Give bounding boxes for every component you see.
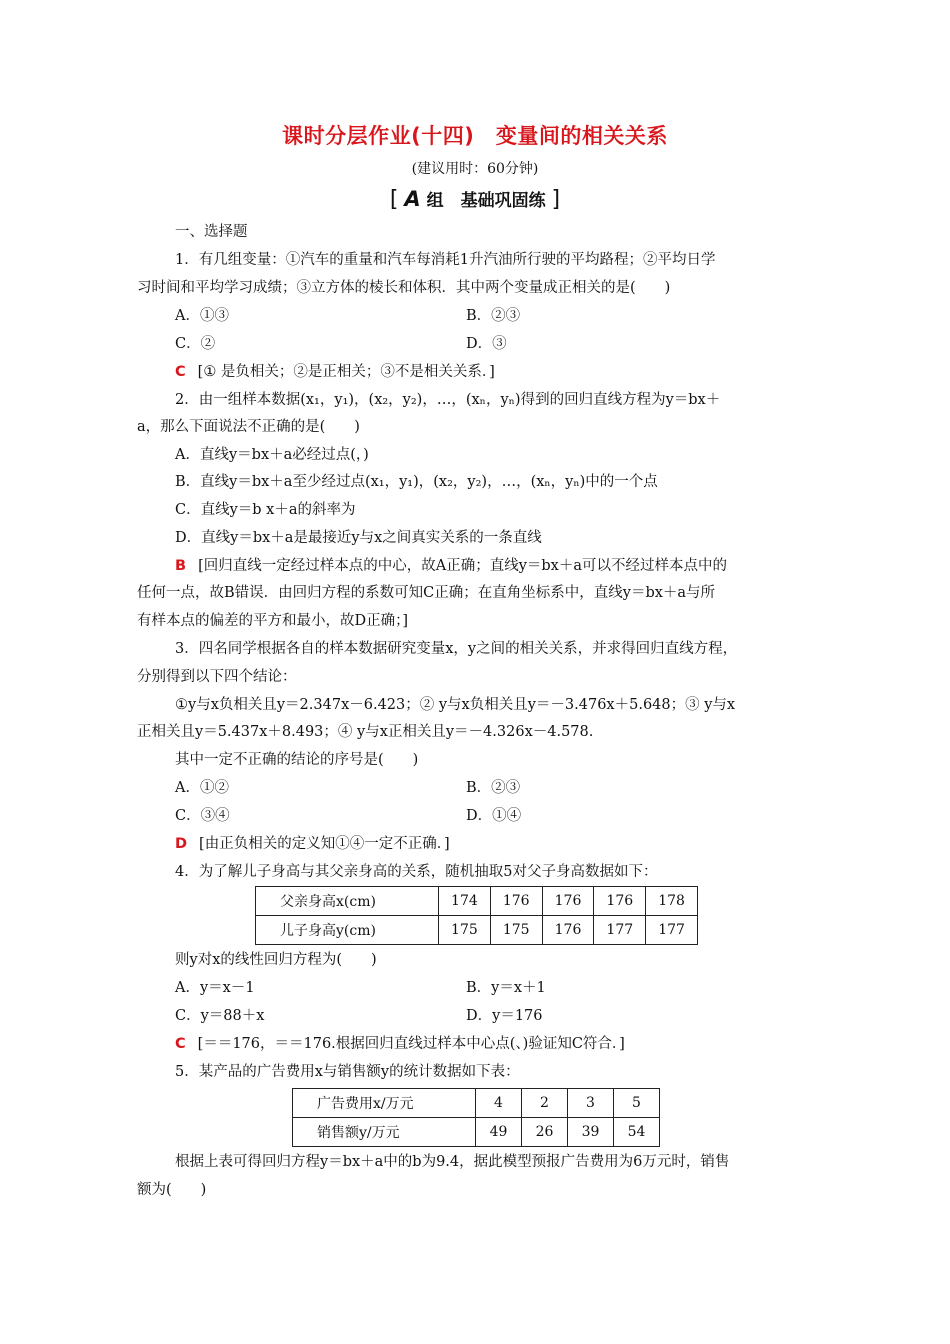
- table-cell: 54: [614, 1118, 660, 1147]
- q2-option-c: C．直线y＝b x＋a的斜率为: [175, 502, 356, 518]
- q1-answer: C: [175, 364, 186, 380]
- q3-line1: 3．四名同学根据各自的样本数据研究变量x，y之间的相关关系，并求得回归直线方程，: [175, 641, 738, 657]
- q3-option-a: A．①②: [175, 780, 229, 796]
- group-heading: [0, 186, 950, 212]
- q2-line1: 2．由一组样本数据(x₁，y₁)，(x₂，y₂)，…，(xₙ，yₙ)得到的回归直线方程为y＝bx＋: [175, 392, 721, 408]
- table-cell: 5: [614, 1089, 660, 1118]
- table-cell: 176: [490, 887, 542, 916]
- table-cell: 178: [646, 887, 698, 916]
- q3-explanation: [由正负相关的定义知①④一定不正确．]: [199, 836, 450, 852]
- q1-line2: 习时间和平均学习成绩；③立方体的棱长和体积．其中两个变量成正相关的是( ): [137, 280, 671, 296]
- q2-line2: a，那么下面说法不正确的是( ): [137, 419, 360, 435]
- table-cell: 177: [594, 916, 646, 945]
- group-label: 组 基础巩固练: [426, 191, 546, 211]
- q2-explanation-1: [回归直线一定经过样本点的中心，故A正确；直线y＝bx＋a可以不经过样本点中的: [198, 558, 727, 574]
- table-cell: 3: [568, 1089, 614, 1118]
- table-row-label: 父亲身高x(cm): [256, 887, 439, 916]
- table-cell: 176: [542, 916, 594, 945]
- q4-option-b: B．y＝x＋1: [466, 980, 546, 996]
- q1-option-d: D．③: [466, 336, 507, 352]
- q4-line1: 4．为了解儿子身高与其父亲身高的关系，随机抽取5对父子身高数据如下：: [175, 864, 658, 880]
- table-cell: 2: [522, 1089, 568, 1118]
- q5-line3: 额为( ): [137, 1182, 207, 1198]
- q1-answer-line: [175, 362, 495, 382]
- q2-option-a: A．直线y＝bx＋a必经过点(，): [175, 447, 369, 463]
- q4-option-c: C．y＝88＋x: [175, 1008, 265, 1024]
- table-row: [256, 916, 698, 945]
- q3-line2: 分别得到以下四个结论：: [137, 669, 297, 685]
- q3-option-c: C．③④: [175, 808, 230, 824]
- q1-option-c: C．②: [175, 336, 216, 352]
- table-row: [293, 1089, 660, 1118]
- table-cell: 174: [439, 887, 491, 916]
- section-heading: 一、选择题: [175, 224, 248, 240]
- q4-height-table: [255, 886, 698, 945]
- q4-answer: C: [175, 1036, 186, 1052]
- table-cell: 175: [490, 916, 542, 945]
- table-row: [256, 887, 698, 916]
- table-cell: 177: [646, 916, 698, 945]
- q4-explanation: [＝＝176，＝＝176.根据回归直线过样本中心点(、)验证知C符合．]: [197, 1036, 625, 1052]
- table-cell: 49: [476, 1118, 522, 1147]
- q5-line1: 5．某产品的广告费用x与销售额y的统计数据如下表：: [175, 1064, 520, 1080]
- q4-line2: 则y对x的线性回归方程为( ): [175, 952, 377, 968]
- q1-explanation: [① 是负相关；②是正相关；③不是相关关系．]: [197, 364, 495, 380]
- q4-option-a: A．y＝x－1: [175, 980, 255, 996]
- time-hint: (建议用时：60分钟): [411, 161, 539, 177]
- group-letter: A: [404, 187, 421, 211]
- page-title: 课时分层作业(十四) 变量间的相关关系: [282, 124, 668, 148]
- table-cell: 39: [568, 1118, 614, 1147]
- q1-line1: 1．有几组变量：①汽车的重量和汽车每消耗1升汽油所行驶的平均路程；②平均日学: [175, 252, 716, 268]
- q1-option-a: A．①③: [175, 308, 229, 324]
- q2-answer: B: [175, 558, 187, 574]
- table-cell: 176: [542, 887, 594, 916]
- q4-answer-line: [175, 1034, 625, 1054]
- bracket-close: ]: [551, 187, 561, 212]
- bracket-open: [: [389, 187, 399, 212]
- q3-line5: 其中一定不正确的结论的序号是( ): [175, 752, 419, 768]
- q2-explanation-3: 有样本点的偏差的平方和最小，故D正确；]: [137, 613, 409, 629]
- table-row-label: 儿子身高y(cm): [256, 916, 439, 945]
- q4-option-d: D．y＝176: [466, 1008, 543, 1024]
- table-cell: 26: [522, 1118, 568, 1147]
- table-row: [293, 1118, 660, 1147]
- q2-explanation-2: 任何一点，故B错误．由回归方程的系数可知C正确；在直角坐标系中，直线y＝bx＋a与所: [137, 585, 716, 601]
- q2-option-b: B．直线y＝bx＋a至少经过点(x₁，y₁)，(x₂，y₂)，…，(xₙ，yₙ)中的一个点: [175, 474, 658, 490]
- table-cell: 4: [476, 1089, 522, 1118]
- q3-answer-line: [175, 834, 450, 854]
- table-row-label: 广告费用x/万元: [293, 1089, 476, 1118]
- q5-sales-table: [292, 1088, 660, 1147]
- q2-option-d: D．直线y＝bx＋a是最接近y与x之间真实关系的一条直线: [175, 530, 542, 546]
- table-cell: 175: [439, 916, 491, 945]
- q3-answer: D: [175, 836, 188, 852]
- q3-option-b: B．②③: [466, 780, 521, 796]
- q2-answer-line: [175, 556, 727, 576]
- q3-line4: 正相关且y＝5.437x＋8.493；④ y与x正相关且y＝－4.326x－4.578.: [137, 724, 594, 740]
- table-cell: 176: [594, 887, 646, 916]
- q1-option-b: B．②③: [466, 308, 521, 324]
- q3-line3: ①y与x负相关且y＝2.347x－6.423；② y与x负相关且y＝－3.476x＋5.648；③ y与x: [175, 697, 736, 713]
- q5-line2: 根据上表可得回归方程y＝bx＋a中的b为9.4，据此模型预报广告费用为6万元时，销售: [175, 1154, 730, 1170]
- q3-option-d: D．①④: [466, 808, 522, 824]
- table-row-label: 销售额y/万元: [293, 1118, 476, 1147]
